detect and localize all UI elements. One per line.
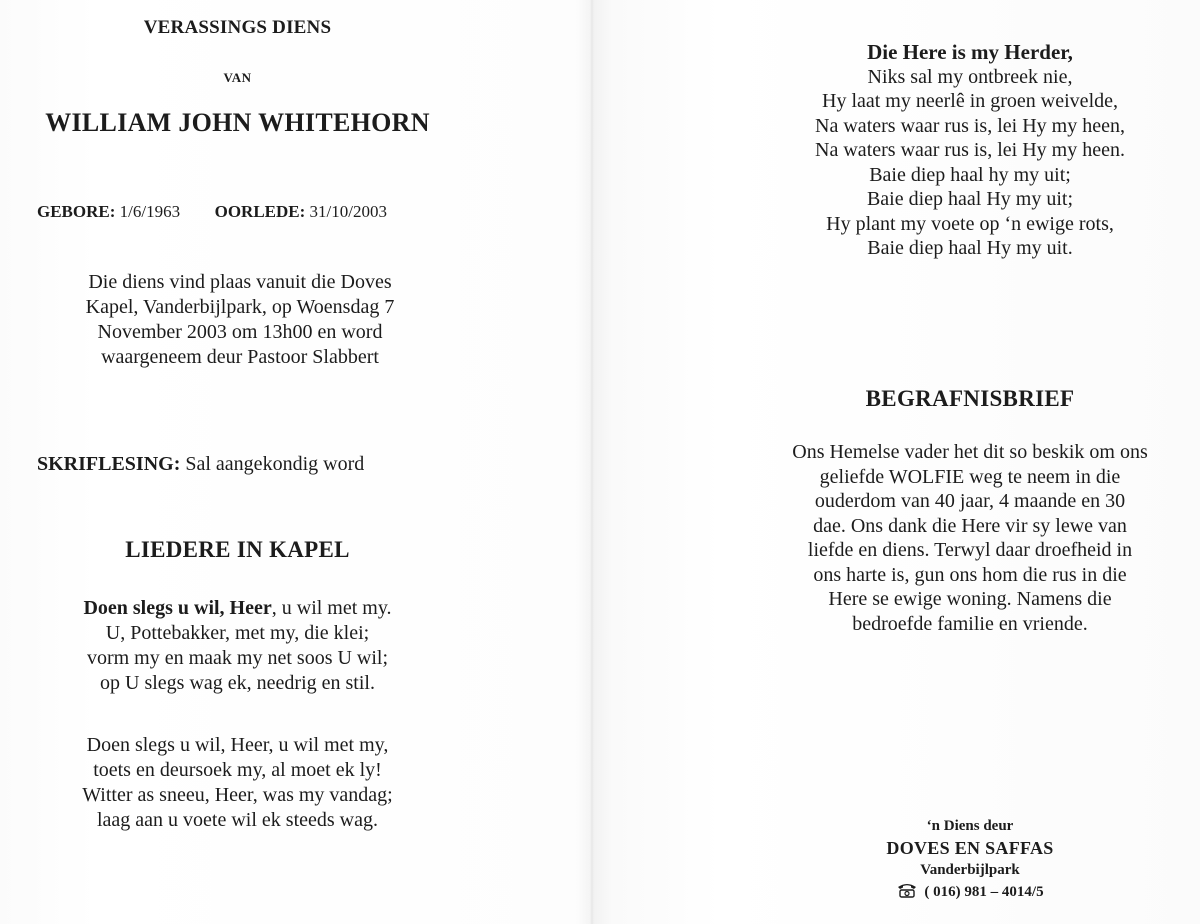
hymn-line: Witter as sneeu, Heer, was my vandag; xyxy=(82,784,393,806)
hymn-title: Doen slegs u wil, Heer xyxy=(83,597,272,619)
hymn-line xyxy=(0,596,475,621)
service-title: VERASSINGS DIENS xyxy=(143,17,332,38)
died-label: OORLEDE: xyxy=(214,202,306,221)
hymn-verse-2 xyxy=(0,733,475,833)
letter-line: ons harte is, gun ons hom die rus in die xyxy=(813,563,1127,586)
reading-value: Sal aangekondig word xyxy=(185,453,365,475)
letter-line: ouderdom van 40 jaar, 4 maande en 30 xyxy=(814,490,1126,512)
songs-heading: LIEDERE IN KAPEL xyxy=(125,537,350,562)
letter-line: Ons Hemelse vader het dit so beskik om ons xyxy=(792,441,1148,463)
letter-line: liefde en diens. Terwyl daar droefheid in xyxy=(807,539,1133,561)
hymn-line: U, Pottebakker, met my, die klei; xyxy=(105,622,370,644)
psalm-block xyxy=(740,40,1200,261)
letter-line: geliefde WOLFIE weg te neem in die xyxy=(819,465,1121,488)
hymn-line: vorm my en maak my net soos U wil; xyxy=(86,647,389,669)
funeral-home-footer xyxy=(740,815,1200,903)
psalm-title: Die Here is my Herder, xyxy=(867,40,1073,64)
letter-line: bedroefde familie en vriende. xyxy=(852,612,1088,635)
psalm-line: Na waters waar rus is, lei Hy my heen. xyxy=(815,139,1125,161)
company-name: DOVES EN SAFFAS xyxy=(886,838,1054,858)
van-label: VAN xyxy=(223,70,252,85)
psalm-line: Baie diep haal hy my uit; xyxy=(869,163,1071,186)
service-line: Die diens vind plaas vanuit die Doves xyxy=(88,271,392,293)
psalm-line: Hy laat my neerlê in groen weivelde, xyxy=(822,90,1118,112)
hymn-line-rest: , u wil met my. xyxy=(271,597,392,619)
born-date: 1/6/1963 xyxy=(119,202,181,221)
psalm-line: Baie diep haal Hy my uit; xyxy=(866,188,1074,210)
company-town: Vanderbijlpark xyxy=(920,862,1020,878)
psalm-line: Niks sal my ontbreek nie, xyxy=(867,65,1073,88)
phone-line xyxy=(740,881,1200,903)
hymn-line: toets en deursoek my, al moet ek ly! xyxy=(93,759,382,781)
service-line: November 2003 om 13h00 en word xyxy=(97,321,383,343)
service-by-label: ‘n Diens deur xyxy=(926,818,1014,834)
funeral-letter-heading: BEGRAFNISBRIEF xyxy=(865,386,1075,411)
hymn-line: laag aan u voete wil ek steeds wag. xyxy=(96,809,378,831)
deceased-name: WILLIAM JOHN WHITEHORN xyxy=(45,108,430,137)
psalm-line: Na waters waar rus is, lei Hy my heen, xyxy=(815,114,1125,137)
died-date: 31/10/2003 xyxy=(309,202,387,221)
hymn-line: op U slegs wag ek, needrig en stil. xyxy=(100,672,375,694)
funeral-letter xyxy=(740,440,1200,636)
psalm-line: Baie diep haal Hy my uit. xyxy=(867,237,1073,259)
phone-number: ( 016) 981 – 4014/5 xyxy=(924,884,1044,900)
born-label: GEBORE: xyxy=(37,202,116,221)
service-details xyxy=(40,270,440,370)
dates-line xyxy=(37,202,387,222)
hymn-line: Doen slegs u wil, Heer, u wil met my, xyxy=(86,734,389,756)
page-fold xyxy=(590,0,594,924)
left-panel xyxy=(0,0,475,924)
reading-label: SKRIFLESING: xyxy=(37,453,181,475)
scripture-reading xyxy=(37,453,364,476)
right-panel xyxy=(740,0,1200,924)
service-line: waargeneem deur Pastoor Slabbert xyxy=(101,346,379,368)
service-line: Kapel, Vanderbijlpark, op Woensdag 7 xyxy=(85,296,395,318)
psalm-line: Hy plant my voete op ‘n ewige rots, xyxy=(826,212,1114,235)
telephone-icon xyxy=(896,882,918,898)
hymn-verse-1 xyxy=(0,596,475,696)
letter-line: dae. Ons dank die Here vir sy lewe van xyxy=(813,514,1127,537)
letter-line: Here se ewige woning. Namens die xyxy=(828,588,1112,610)
